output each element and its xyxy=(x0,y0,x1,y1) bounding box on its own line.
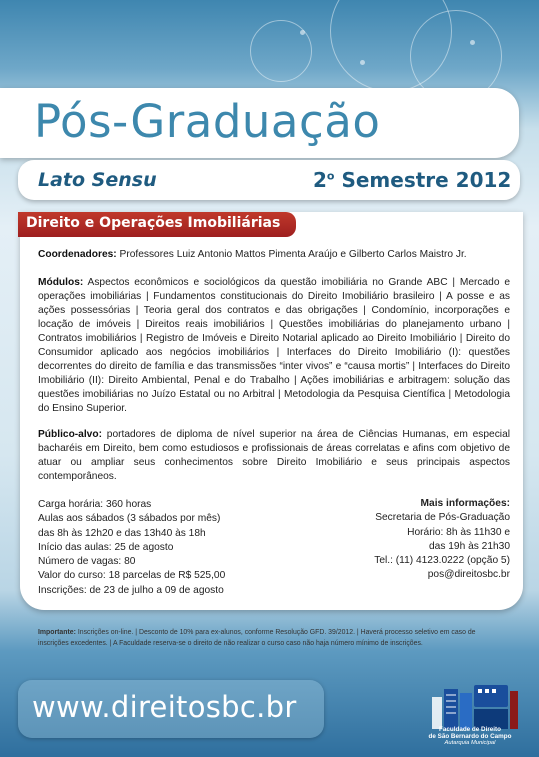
important-note: Importante: Inscrições on-line. | Desconto de 10% para ex-alunos, conforme Resolução GFD. 39/2012. | Haverá processo seletivo em caso de inscrições excedentes. | A Faculdade reserva-se o direito de não realizar o curso caso não haja número mínimo de inscrições. xyxy=(38,629,476,647)
logo-caption xyxy=(424,726,516,747)
contact-phone: Tel.: (11) 4123.0222 (opção 5) xyxy=(374,555,510,567)
detail-line: Número de vagas: 80 xyxy=(38,556,136,568)
decorative-dot xyxy=(360,60,365,65)
course-name: Direito e Operações Imobiliárias xyxy=(26,215,281,231)
contact-line: das 19h às 21h30 xyxy=(428,540,510,552)
contact-line: Horário: 8h às 11h30 e xyxy=(407,526,510,538)
logo-line: Faculdade de Direito xyxy=(439,726,501,733)
detail-line: das 8h às 12h20 e das 13h40 às 18h xyxy=(38,527,206,539)
contact-email[interactable]: pos@direitosbc.br xyxy=(427,569,510,581)
coordenadores-paragraph: Coordenadores: Professores Luiz Antonio Mattos Pimenta Araújo e Gilberto Carlos Maistro Jr. xyxy=(38,249,467,260)
page-title: Pós-Graduação xyxy=(34,95,381,148)
contact-line: Secretaria de Pós-Graduação xyxy=(375,512,510,524)
decorative-dot xyxy=(470,40,475,45)
course-details xyxy=(38,498,225,598)
publico-alvo-paragraph: Público-alvo: portadores de diploma de nível superior na área de Ciências Humanas, em especial bacharéis em Direito, bem como estudiosos e profissionais de áreas correlatas e afins com objetivo de atuar ou ampliar seus conhecimentos sobre Direito Imobiliário e seus principais aspectos contemporâneos. xyxy=(38,429,510,482)
semester-label: 2$^o$ Semestre 2012 xyxy=(313,168,512,192)
detail-line: Inscrições: de 23 de julho a 09 de agosto xyxy=(38,584,224,596)
detail-line: Início das aulas: 25 de agosto xyxy=(38,541,174,553)
website-link[interactable]: www.direitosbc.br xyxy=(32,690,297,724)
detail-line: Valor do curso: 18 parcelas de R$ 525,00 xyxy=(38,570,226,582)
detail-line: Aulas aos sábados (3 sábados por mês) xyxy=(38,513,221,525)
detail-line: Carga horária: 360 horas xyxy=(38,499,152,510)
contact-info xyxy=(374,497,510,583)
lato-sensu-label: Lato Sensu xyxy=(38,169,157,191)
logo-line: de São Bernardo do Campo xyxy=(428,733,512,740)
decorative-dot xyxy=(300,30,305,35)
modulos-paragraph: Módulos: Aspectos econômicos e sociológicos da questão imobiliária no Grande ABC | Mercado e operações imobiliárias | Fundamentos constitucionais do Direito Imobiliário brasileiro | A posse e as ações possessórias | Teoria geral dos contratos e das obrigações | Condomínio, incorporações e locação de imóveis | Direitos reais imobiliários | Questões imobiliárias do planejamento urbano | Contratos imobiliários | Registro de Imóveis e Direito Notarial aplicado ao Direito Imobiliário | Direito do Consumidor aplicado aos negócios imobiliários | Interfaces do Direito Imobiliário (I): questões decorrentes do direito de família e das transmissões “inter vivos” e “causa mortis” | Interfaces do Direito Imobiliário (II): Direito Ambiental, Penal e do Trabalho | Ações imobiliárias e arbitragem: solução das questões imobiliárias no Juízo Estatal ou no Arbitral | Metodologia da Pesquisa Científica | Metodologia do Ensino Superior. xyxy=(38,277,510,414)
logo-line: Autarquia Municipal xyxy=(444,740,496,746)
contact-heading: Mais informações: xyxy=(420,498,510,509)
